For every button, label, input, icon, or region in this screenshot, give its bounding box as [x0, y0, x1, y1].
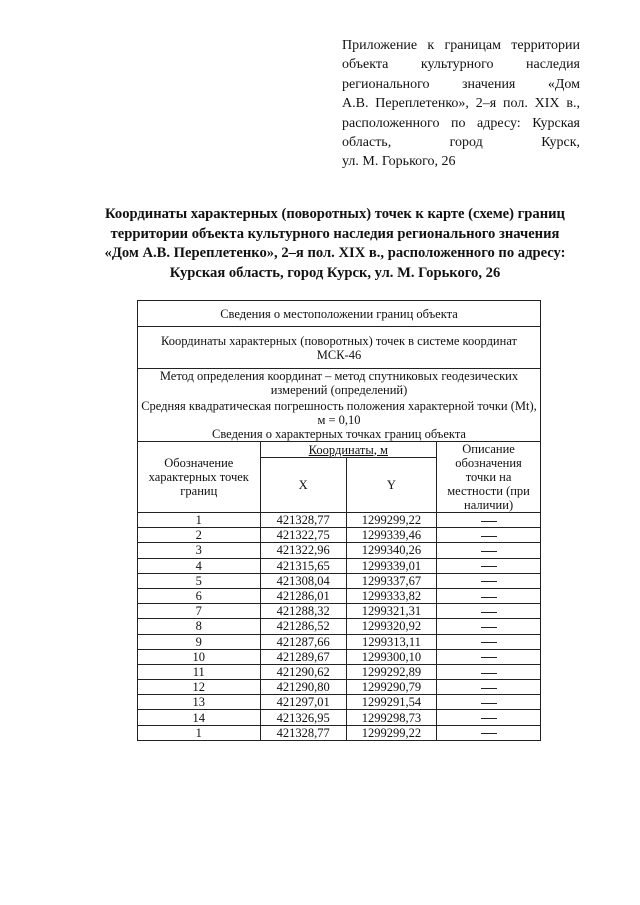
coord-x: 421286,52 [260, 619, 346, 634]
table-row [138, 695, 541, 710]
header-description: Описание обозначения точки на местности (при наличии) [437, 442, 541, 513]
coord-x: 421288,32 [260, 604, 346, 619]
appendix-line: расположенного по адресу: Курская [342, 115, 580, 131]
point-number: 3 [138, 543, 261, 558]
coord-x: 421322,96 [260, 543, 346, 558]
document-title: Координаты характерных (поворотных) точек к карте (схеме) границ территории объекта культурного наследия регионального значения «Дом А.В. Переплетенко», 2–я пол. XIX в., расположенного по адресу: Курская область, город Курск, ул. М. Горького, 26 [104, 206, 566, 281]
coord-x: 421328,77 [260, 513, 346, 528]
table-row [138, 588, 541, 603]
description-cell [437, 543, 541, 558]
coord-y: 1299337,67 [346, 573, 436, 588]
coord-x: 421289,67 [260, 649, 346, 664]
table-row [138, 558, 541, 573]
description-cell [437, 710, 541, 725]
coord-x: 421290,62 [260, 664, 346, 679]
table-row [138, 680, 541, 695]
point-number: 6 [138, 588, 261, 603]
coord-y: 1299299,22 [346, 513, 436, 528]
description-cell [437, 513, 541, 528]
section-points: Сведения о характерных точках границ объекта [212, 427, 466, 441]
description-cell [437, 649, 541, 664]
description-cell [437, 664, 541, 679]
coordinate-system: Координаты характерных (поворотных) точек в системе координат МСК-46 [138, 327, 541, 369]
header-coords-text: Координаты, м [308, 442, 388, 457]
description-cell [437, 619, 541, 634]
dash-mark [481, 627, 497, 628]
point-number: 4 [138, 558, 261, 573]
point-number: 5 [138, 573, 261, 588]
dash-mark [481, 566, 497, 567]
point-number: 2 [138, 528, 261, 543]
point-number: 13 [138, 695, 261, 710]
point-number: 1 [138, 513, 261, 528]
dash-mark [481, 612, 497, 613]
coord-x: 421326,95 [260, 710, 346, 725]
header-point-label: Обозначение характерных точек границ [138, 442, 261, 513]
dash-mark [481, 536, 497, 537]
table-row [138, 528, 541, 543]
description-cell [437, 604, 541, 619]
dash-mark [481, 688, 497, 689]
table-row [138, 573, 541, 588]
coord-x: 421286,01 [260, 588, 346, 603]
dash-mark [481, 521, 497, 522]
dash-mark [481, 718, 497, 719]
point-number: 14 [138, 710, 261, 725]
dash-mark [481, 657, 497, 658]
point-number: 8 [138, 619, 261, 634]
dash-mark [481, 551, 497, 552]
coord-x: 421308,04 [260, 573, 346, 588]
point-number: 1 [138, 725, 261, 740]
coord-x: 421315,65 [260, 558, 346, 573]
table-row [138, 619, 541, 634]
table-body [138, 513, 541, 741]
description-cell [437, 573, 541, 588]
error-text: Средняя квадратическая погрешность положения характерной точки (Mt), м = 0,10 [141, 399, 537, 427]
coordinates-table [137, 300, 541, 741]
table-row [138, 513, 541, 528]
coord-y: 1299299,22 [346, 725, 436, 740]
dash-mark [481, 673, 497, 674]
coord-y: 1299320,92 [346, 619, 436, 634]
dash-mark [481, 642, 497, 643]
appendix-line: ул. М. Горького, 26 [342, 154, 456, 170]
method-block [138, 369, 541, 442]
header-y: Y [346, 458, 436, 513]
dash-mark [481, 703, 497, 704]
section-location: Сведения о местоположении границ объекта [138, 301, 541, 327]
description-cell [437, 558, 541, 573]
coord-y: 1299339,46 [346, 528, 436, 543]
appendix-line: регионального значения «Дом [342, 76, 580, 92]
table-row [138, 604, 541, 619]
description-cell [437, 588, 541, 603]
table-row [138, 710, 541, 725]
point-number: 10 [138, 649, 261, 664]
coord-y: 1299321,31 [346, 604, 436, 619]
description-cell [437, 634, 541, 649]
coord-x: 421328,77 [260, 725, 346, 740]
coord-x: 421290,80 [260, 680, 346, 695]
point-number: 7 [138, 604, 261, 619]
appendix-line: А.В. Переплетенко», 2–я пол. XIX в., [342, 96, 580, 112]
coord-x: 421322,75 [260, 528, 346, 543]
coord-y: 1299300,10 [346, 649, 436, 664]
dash-mark [481, 733, 497, 734]
method-text: Метод определения координат – метод спутниковых геодезических измерений (определений) [159, 369, 519, 397]
coord-x: 421287,66 [260, 634, 346, 649]
description-cell [437, 528, 541, 543]
appendix-line: Приложение к границам территории [342, 38, 580, 53]
description-cell [437, 695, 541, 710]
dash-mark [481, 597, 497, 598]
table-row [138, 543, 541, 558]
header-coords [260, 442, 437, 458]
coord-y: 1299339,01 [346, 558, 436, 573]
appendix-line: область, город Курск, [342, 135, 580, 151]
table-row [138, 649, 541, 664]
table-row [138, 725, 541, 740]
appendix-note [342, 36, 580, 172]
header-x: X [260, 458, 346, 513]
table-row [138, 664, 541, 679]
point-number: 12 [138, 680, 261, 695]
coord-y: 1299291,54 [346, 695, 436, 710]
appendix-line: объекта культурного наследия [342, 57, 580, 73]
coord-x: 421297,01 [260, 695, 346, 710]
description-cell [437, 680, 541, 695]
coord-y: 1299333,82 [346, 588, 436, 603]
coord-y: 1299340,26 [346, 543, 436, 558]
coord-y: 1299298,73 [346, 710, 436, 725]
coord-y: 1299292,89 [346, 664, 436, 679]
point-number: 9 [138, 634, 261, 649]
coord-y: 1299313,11 [346, 634, 436, 649]
point-number: 11 [138, 664, 261, 679]
coord-y: 1299290,79 [346, 680, 436, 695]
table-row [138, 634, 541, 649]
description-cell [437, 725, 541, 740]
dash-mark [481, 581, 497, 582]
